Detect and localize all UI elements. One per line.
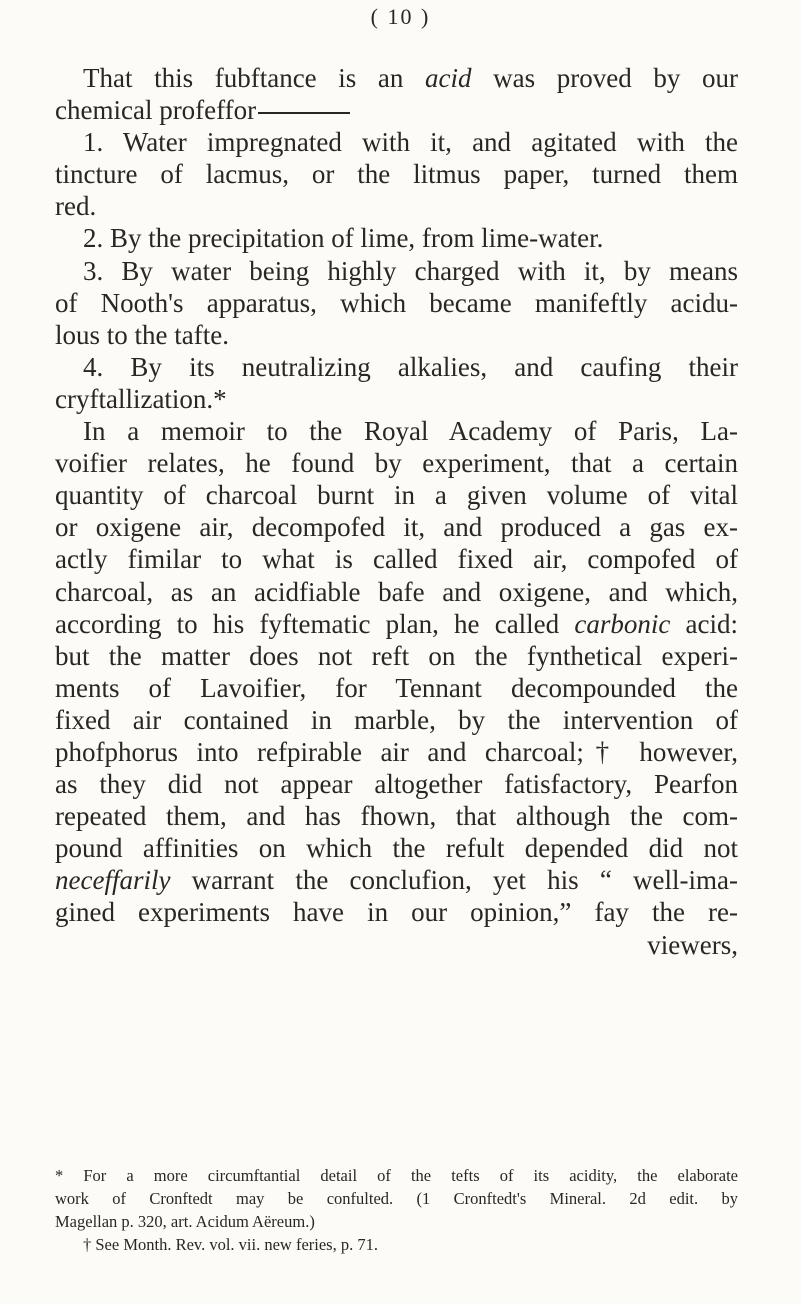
text-line: phofphorus into refpirable air and charcoal;† however, bbox=[55, 736, 738, 767]
text-line: red. bbox=[55, 191, 97, 222]
list-item-4: 4. By its neutralizing alkalies, and caufing their bbox=[83, 351, 738, 382]
text-line: actly fimilar to what is called fixed air, compofed of bbox=[55, 544, 738, 575]
text-line: gined experiments have in our opinion,” fay the re- bbox=[55, 897, 738, 928]
list-item-2: 2. By the precipitation of lime, from lime-water. bbox=[83, 223, 604, 254]
emphasis-necessarily: neceffarily bbox=[55, 865, 171, 896]
catchword: viewers, bbox=[647, 929, 738, 960]
text-line: tincture of lacmus, or the litmus paper, turned them bbox=[55, 159, 738, 190]
em-dash-rule bbox=[258, 112, 350, 114]
list-item-3: 3. By water being highly charged with it, by means bbox=[83, 255, 738, 286]
text-line: of Nooth's apparatus, which became manifeftly acidu- bbox=[55, 287, 738, 318]
main-text bbox=[55, 62, 738, 961]
text-line: as they did not appear altogether fatisfactory, Pearfon bbox=[55, 769, 738, 800]
page-number: ( 10 ) bbox=[370, 4, 431, 29]
text-line: ments of Lavoifier, for Tennant decompounded the bbox=[55, 672, 738, 703]
list-item-1: 1. Water impregnated with it, and agitated with the bbox=[83, 127, 738, 158]
text-line: charcoal, as an acidfiable bafe and oxigene, and which, bbox=[55, 576, 738, 607]
footnote-dagger: † See Month. Rev. vol. vii. new feries, p. 71. bbox=[83, 1235, 378, 1254]
text-line: quantity of charcoal burnt in a given volume of vital bbox=[55, 480, 738, 511]
text-line: fixed air contained in marble, by the intervention of bbox=[55, 704, 738, 735]
footnote-line: work of Cronftedt may be confulted. (1 Cronftedt's Mineral. 2d edit. by bbox=[55, 1189, 738, 1208]
text-line: That this fubftance is an acid was proved by our bbox=[83, 63, 738, 93]
paragraph-start: In a memoir to the Royal Academy of Paris, La- bbox=[83, 416, 738, 447]
text-line: or oxigene air, decompofed it, and produced a gas ex- bbox=[55, 512, 738, 543]
emphasis-acid: acid bbox=[425, 63, 472, 93]
text-line: repeated them, and has fhown, that although the com- bbox=[55, 801, 738, 832]
text-line: neceffarily warrant the conclufion, yet his “ well-ima- bbox=[55, 865, 738, 896]
text-line: chemical profeffor bbox=[55, 94, 738, 126]
text-line: voifier relates, he found by experiment, that a certain bbox=[55, 448, 738, 479]
text-line: but the matter does not reft on the fynthetical experi- bbox=[55, 640, 738, 671]
text-line: cryftallization.* bbox=[55, 383, 227, 414]
footnote-asterisk: * For a more circumftantial detail of the tefts of its acidity, the elaborate bbox=[55, 1166, 738, 1185]
text-line: lous to the tafte. bbox=[55, 319, 229, 350]
text-line: according to his fyftematic plan, he called carbonic acid: bbox=[55, 608, 738, 639]
emphasis-carbonic: carbonic bbox=[574, 608, 671, 639]
footnotes bbox=[55, 1164, 738, 1256]
footnote-line: Magellan p. 320, art. Acidum Aëreum.) bbox=[55, 1212, 315, 1231]
text-line: pound affinities on which the refult depended did not bbox=[55, 833, 738, 864]
